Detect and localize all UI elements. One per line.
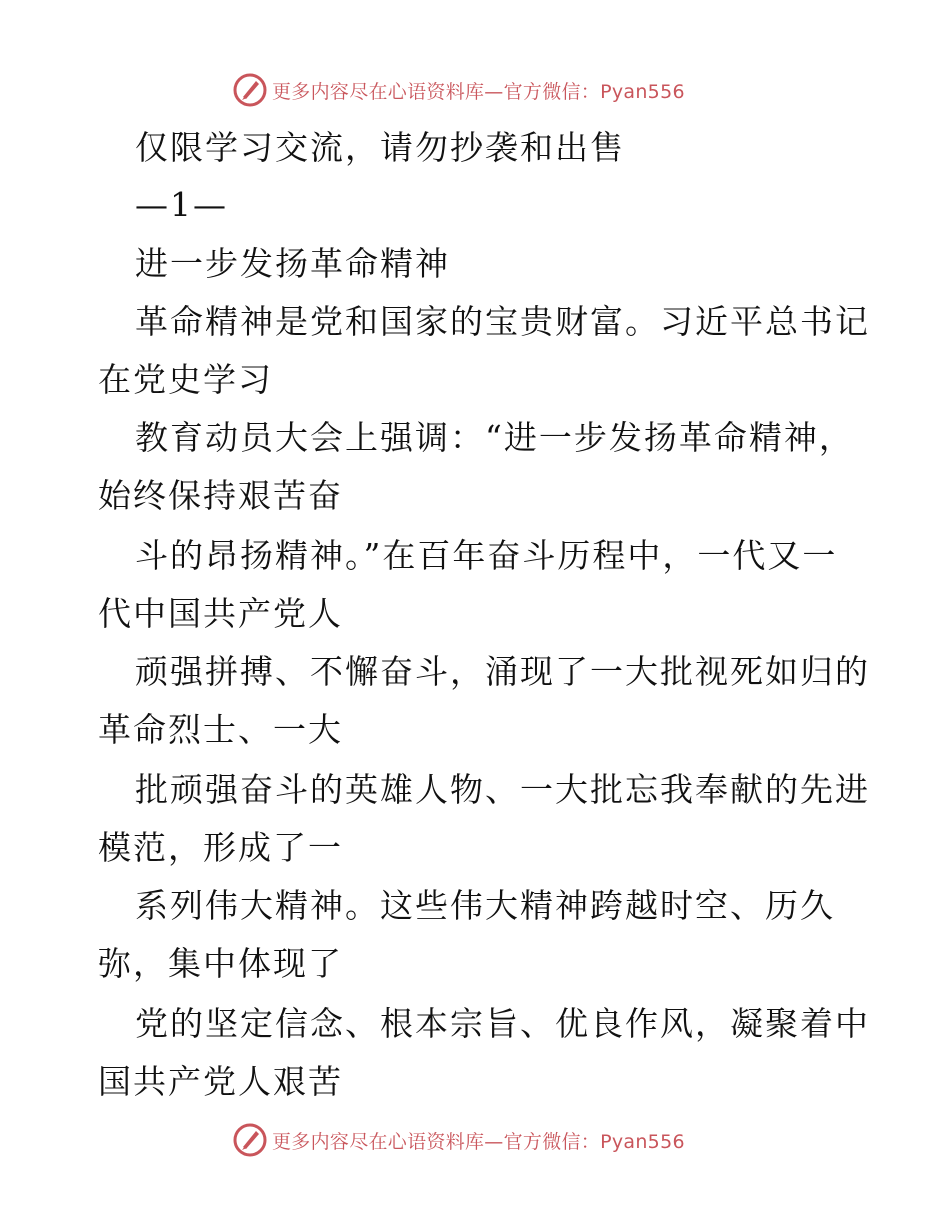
watermark-text: 更多内容尽在心语资料库—官方微信：Pyan556: [272, 80, 685, 103]
doc-line: 教育动员大会上强调：“进一步发扬革命精神，: [135, 418, 854, 457]
doc-line: 国共产党人艰苦: [98, 1062, 343, 1101]
doc-line-section-number: —1—: [135, 185, 228, 224]
doc-line-section-heading: 进一步发扬革命精神: [135, 244, 450, 283]
header-watermark: [232, 72, 685, 108]
doc-line: 批顽强奋斗的英雄人物、一大批忘我奉献的先进: [135, 770, 870, 809]
doc-line: 革命烈士、一大: [98, 710, 343, 749]
doc-line: 在党史学习: [98, 360, 273, 399]
doc-line: 代中国共产党人: [98, 594, 343, 633]
quill-pen-logo-icon: [232, 1122, 268, 1158]
quill-pen-logo-icon: [232, 72, 268, 108]
doc-line: 斗的昂扬精神。”在百年奋斗历程中，一代又一: [135, 536, 838, 575]
doc-line: 模范，形成了一: [98, 828, 343, 867]
doc-line: 党的坚定信念、根本宗旨、优良作风，凝聚着中: [135, 1004, 870, 1043]
footer-watermark: [232, 1122, 685, 1158]
doc-line: 系列伟大精神。这些伟大精神跨越时空、历久: [135, 886, 835, 925]
doc-line: 革命精神是党和国家的宝贵财富。习近平总书记: [135, 302, 870, 341]
doc-line-notice: 仅限学习交流，请勿抄袭和出售: [135, 128, 625, 167]
doc-line: 顽强拼搏、不懈奋斗，涌现了一大批视死如归的: [135, 652, 870, 691]
watermark-text: 更多内容尽在心语资料库—官方微信：Pyan556: [272, 1130, 685, 1153]
doc-line: 始终保持艰苦奋: [98, 476, 343, 515]
doc-line: 弥，集中体现了: [98, 944, 343, 983]
